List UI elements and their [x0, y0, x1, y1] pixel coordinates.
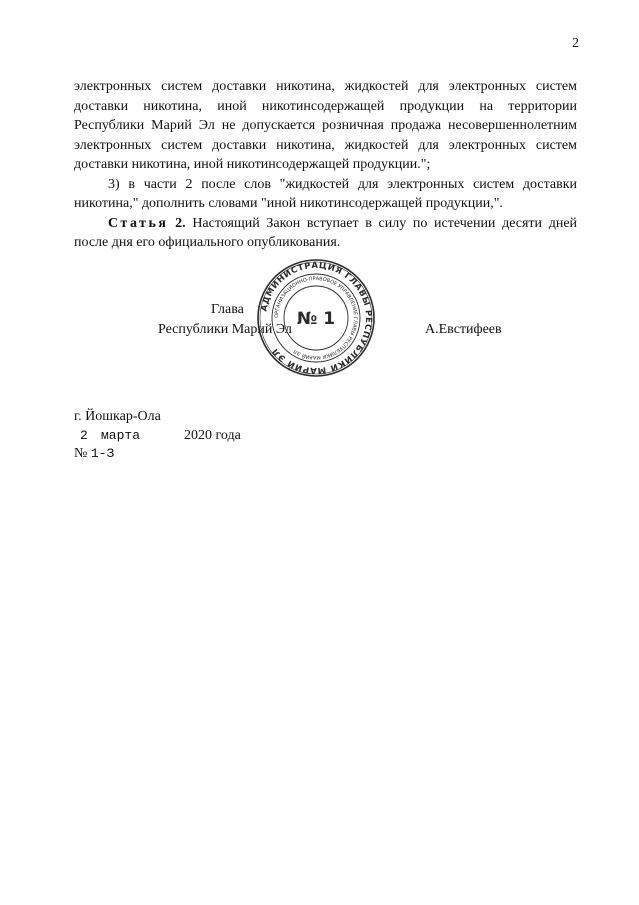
document-body	[74, 77, 577, 253]
law-number-value: 1-З	[90, 446, 115, 461]
official-seal	[255, 257, 377, 379]
date-month: марта	[101, 428, 141, 443]
seal-inner-text: ОРГАНИЗАЦИОННО-ПРАВОВОЕ УПРАВЛЕНИЕ ГЛАВЫ РЕСПУБЛИКИ МАРИЙ ЭЛ	[273, 275, 359, 361]
signatory-title: Глава	[211, 302, 244, 317]
paragraph-continuation: электронных систем доставки никотина, жидкостей для электронных систем доставки никотина, иной никотинсодержащей продукции на территории Республики Марий Эл не допускается розничная продажа несовершеннолетним электронных систем доставки никотина, жидкостей для электронных систем доставки никотина, иной никотинсодержащей продукции.";	[74, 79, 577, 172]
signatory-organization: Республики Марий Эл	[158, 322, 292, 337]
law-number	[74, 446, 114, 462]
seal-outer-text: АДМИНИСТРАЦИЯ ГЛАВЫ РЕСПУБЛИКИ МАРИЙ ЭЛ	[259, 260, 374, 376]
date-day: 2	[80, 428, 88, 443]
signatory-name: А.Евстифеев	[425, 322, 502, 337]
paragraph-amendment: 3) в части 2 после слов "жидкостей для электронных систем доставки никотина," дополнить словами "иной никотинсодержащей продукции,".	[74, 176, 577, 211]
law-number-label: №	[74, 446, 88, 461]
place-of-signing: г. Йошкар-Ола	[74, 409, 161, 424]
article-text: Настоящий Закон вступает в силу по истечении десяти дней после дня его официального опубликования.	[74, 215, 578, 250]
page-number: 2	[572, 36, 579, 51]
date-year: 2020 года	[184, 428, 241, 443]
article-heading: Статья	[108, 215, 169, 231]
article-number: 2.	[175, 215, 186, 231]
article-paragraph	[74, 214, 577, 253]
signing-date	[74, 428, 334, 448]
seal-number: № 1	[296, 309, 336, 329]
